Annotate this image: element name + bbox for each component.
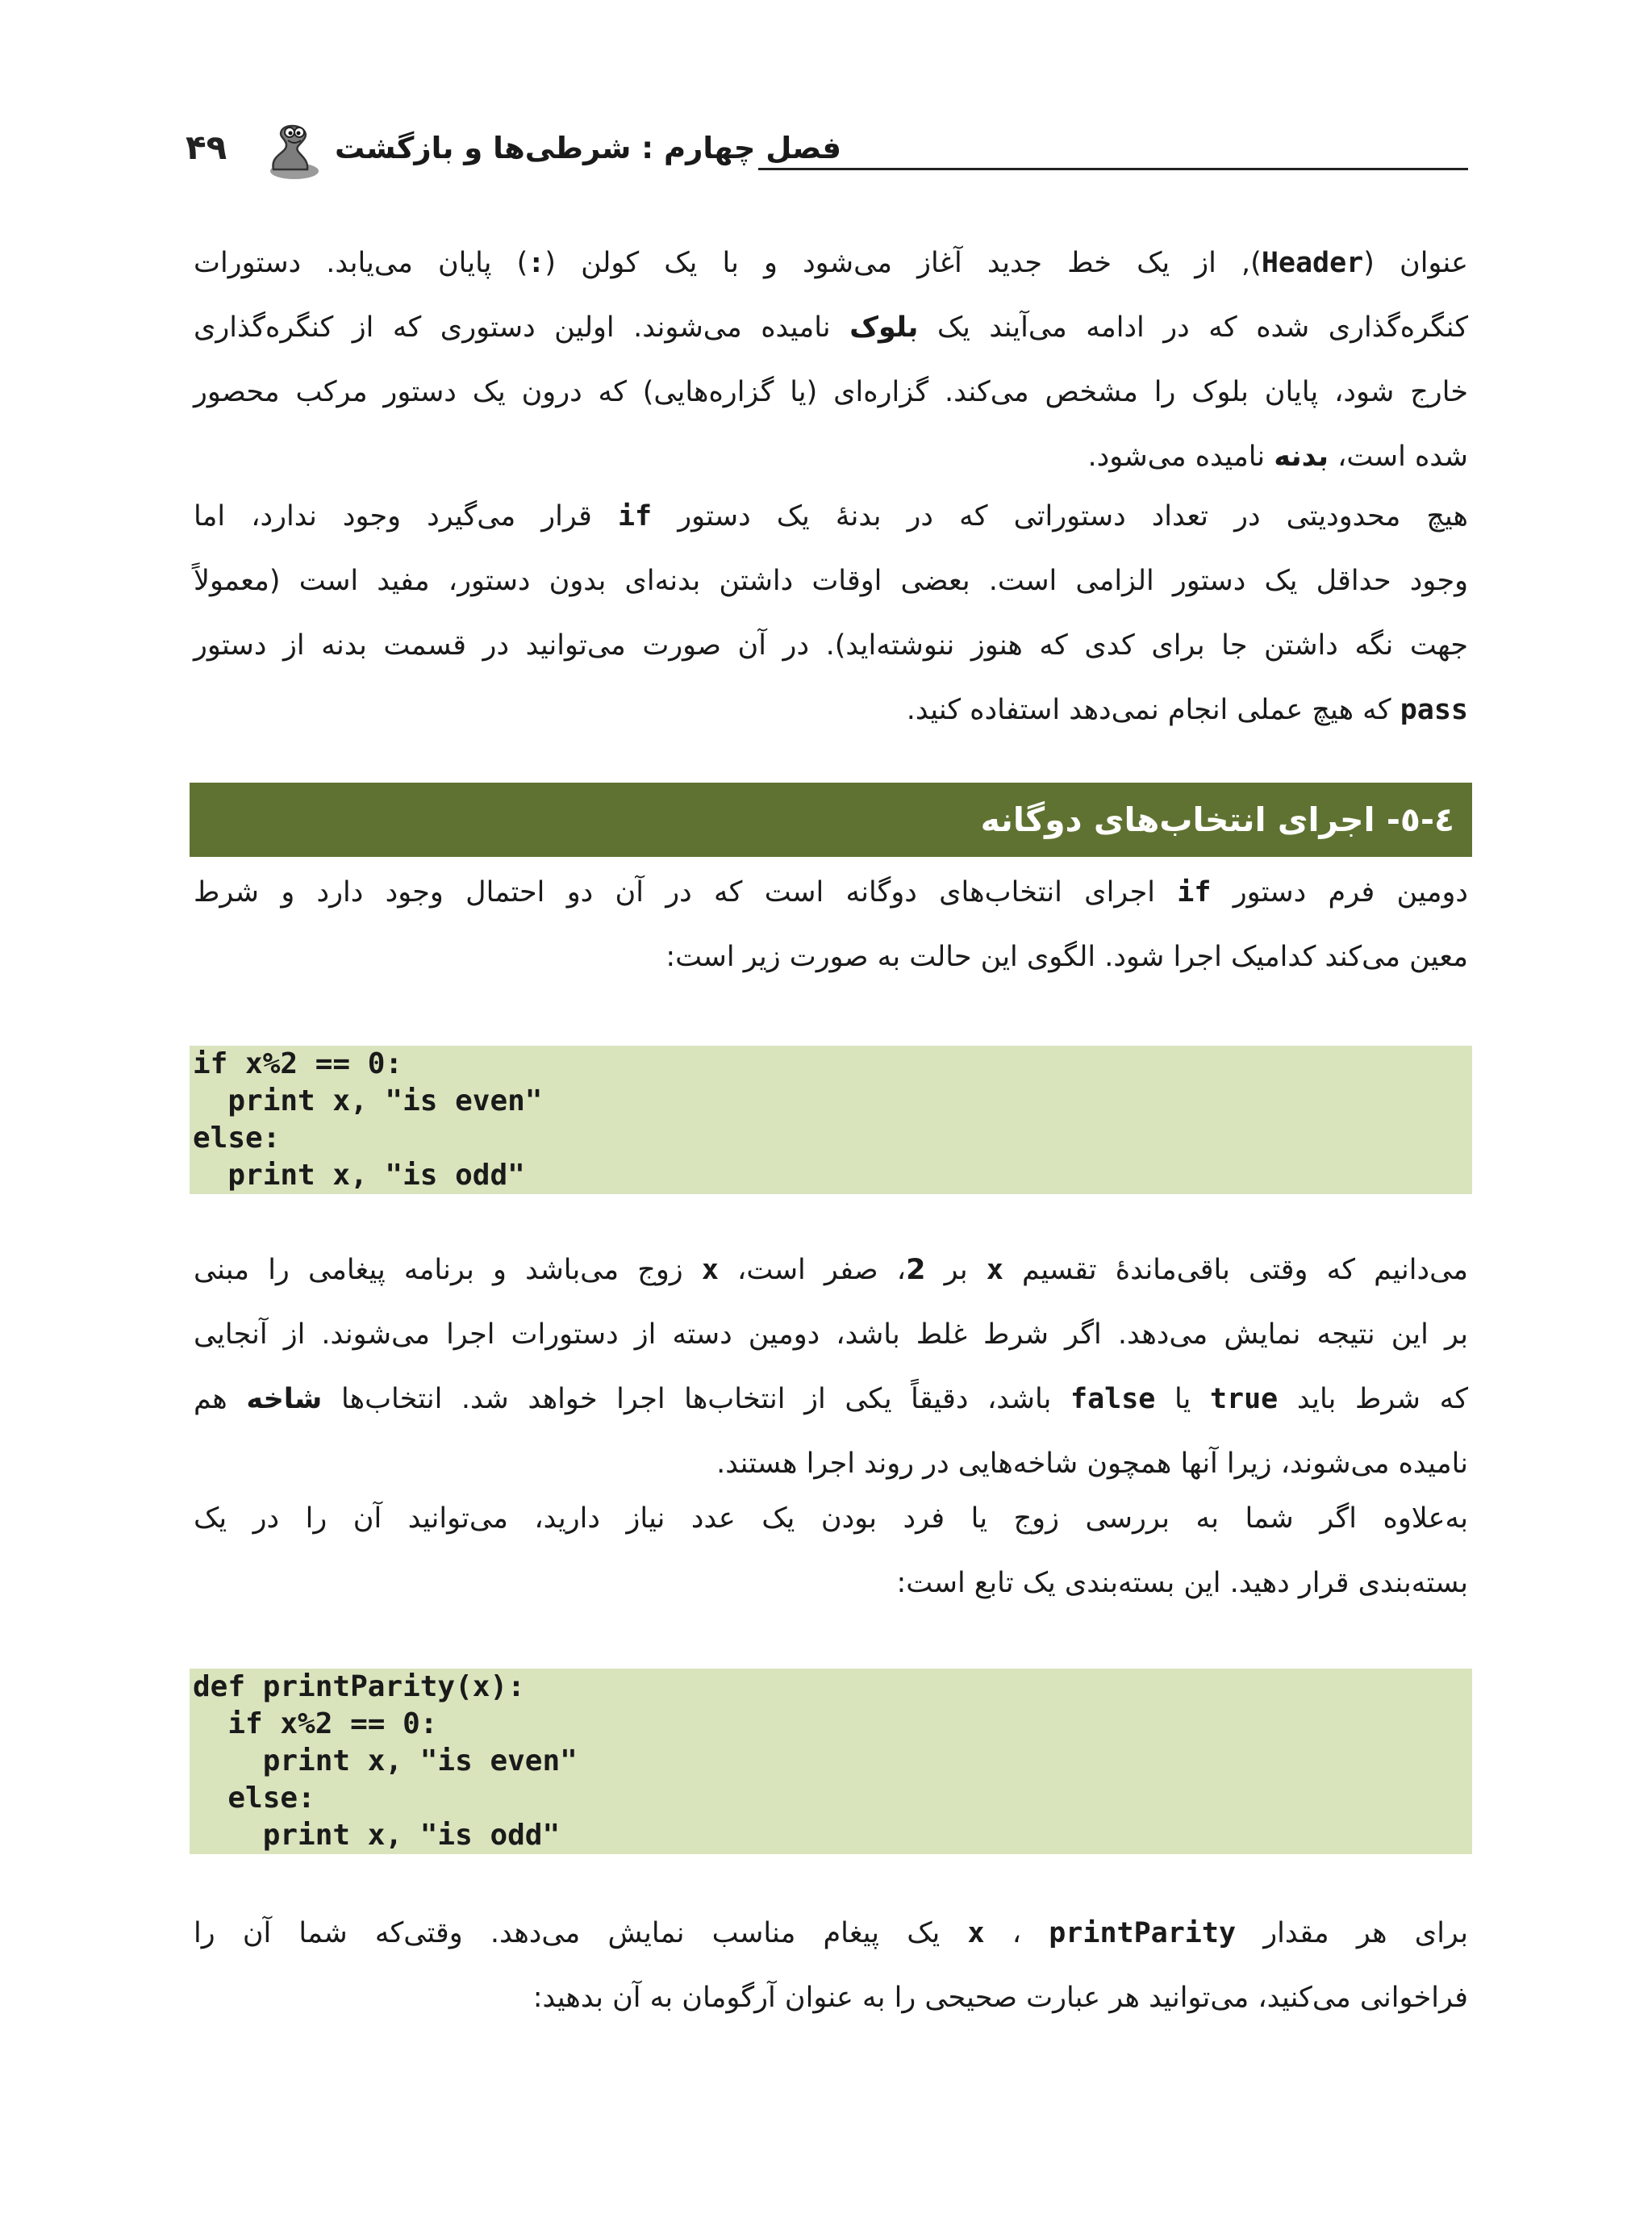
paragraph-line: جهت نگه داشتن جا برای کدی که هنوز ننوشته‌اید). در آن صورت می‌توانید در قسمت بدنه از دستور [194,629,1468,662]
paragraph-line: کنگره‌گذاری شده که در ادامه می‌آیند یک بلوک نامیده می‌شوند. اولین دستوری که از کنگره‌گذاری [194,311,1468,344]
snake-mascot-icon [262,121,327,186]
running-header [186,121,1468,186]
paragraph-line: pass که هیچ عملی انجام نمی‌دهد استفاده کنید. [906,694,1468,726]
code-block-1 [190,1046,1472,1194]
paragraph-2 [194,484,1468,742]
paragraph-line: برای هر مقدار x ، printParity یک پیغام مناسب نمایش می‌دهد. وقتی‌که شما آن را [194,1917,1468,1949]
paragraph-line: بسته‌بندی قرار دهید. این بسته‌بندی یک تابع است: [896,1567,1468,1599]
paragraph-line: نامیده می‌شوند، زیرا آنها همچون شاخه‌هایی در روند اجرا هستند. [716,1448,1468,1480]
paragraph-5 [194,1486,1468,1615]
paragraph-line: عنوان (Header), از یک خط جدید آغاز می‌شود و با یک کولن (:) پایان می‌یابد. دستورات [194,247,1469,279]
header-rule [758,168,1468,170]
code-line: print x, "is odd" [193,1159,525,1192]
paragraph-line: هیچ محدودیتی در تعداد دستوراتی که در بدنهٔ یک دستور if قرار می‌گیرد وجود ندارد، اما [194,500,1468,533]
paragraph-6 [194,1901,1468,2030]
paragraph-line: فراخوانی می‌کنید، می‌توانید هر عبارت صحیحی را به عنوان آرگومان به آن بدهید: [532,1982,1468,2014]
paragraph-line: بر این نتیجه نمایش می‌دهد. اگر شرط غلط باشد، دومین دسته از دستورات اجرا می‌شوند. از آنجایی [194,1318,1468,1351]
code-line: if x%2 == 0: [193,1047,403,1080]
paragraph-line: که شرط باید true یا false باشد، دقیقاً یکی از انتخاب‌ها اجرا خواهد شد. انتخاب‌ها شاخه هم [194,1383,1468,1415]
paragraph-4 [194,1238,1468,1496]
paragraph-line: شده است، بدنه نامیده می‌شود. [1087,441,1468,473]
code-block-2 [190,1669,1472,1854]
code-line: print x, "is odd" [193,1819,561,1852]
paragraph-line: دومین فرم دستور if اجرای انتخاب‌های دوگانه است که در آن دو احتمال وجود دارد و شرط [194,876,1468,909]
paragraph-line: خارج شود، پایان بلوک را مشخص می‌کند. گزاره‌ای (یا گزاره‌هایی) که درون یک دستور مرکب محصور [194,376,1468,408]
paragraph-line: معین می‌کند کدامیک اجرا شود. الگوی این حالت به صورت زیر است: [665,941,1468,973]
code-line: def printParity(x): [193,1670,525,1703]
section-heading-text: ٤-٥- اجرای انتخاب‌های دوگانه [980,800,1454,839]
paragraph-line: می‌دانیم که وقتی باقی‌ماندهٔ تقسیم x بر 2، صفر است، x زوج می‌باشد و برنامه پیغامی را مبنی [194,1254,1468,1286]
code-line: if x%2 == 0: [193,1707,438,1740]
code-line: else: [193,1782,315,1815]
page-number: ۴۹ [186,127,227,167]
section-heading [190,783,1472,857]
paragraph-3 [194,860,1468,989]
code-line: else: [193,1122,281,1155]
chapter-title: فصل چهارم : شرطی‌ها و بازگشت [335,131,841,165]
paragraph-line: وجود حداقل یک دستور الزامی است. بعضی اوقات داشتن بدنه‌ای بدون دستور، مفید است (معمولاً [194,565,1468,597]
paragraph-1 [194,231,1468,489]
paragraph-line: به‌علاوه اگر شما به بررسی زوج یا فرد بودن یک عدد نیاز دارید، می‌توانید آن را در یک [194,1502,1468,1535]
code-line: print x, "is even" [193,1084,543,1118]
code-line: print x, "is even" [193,1744,578,1778]
